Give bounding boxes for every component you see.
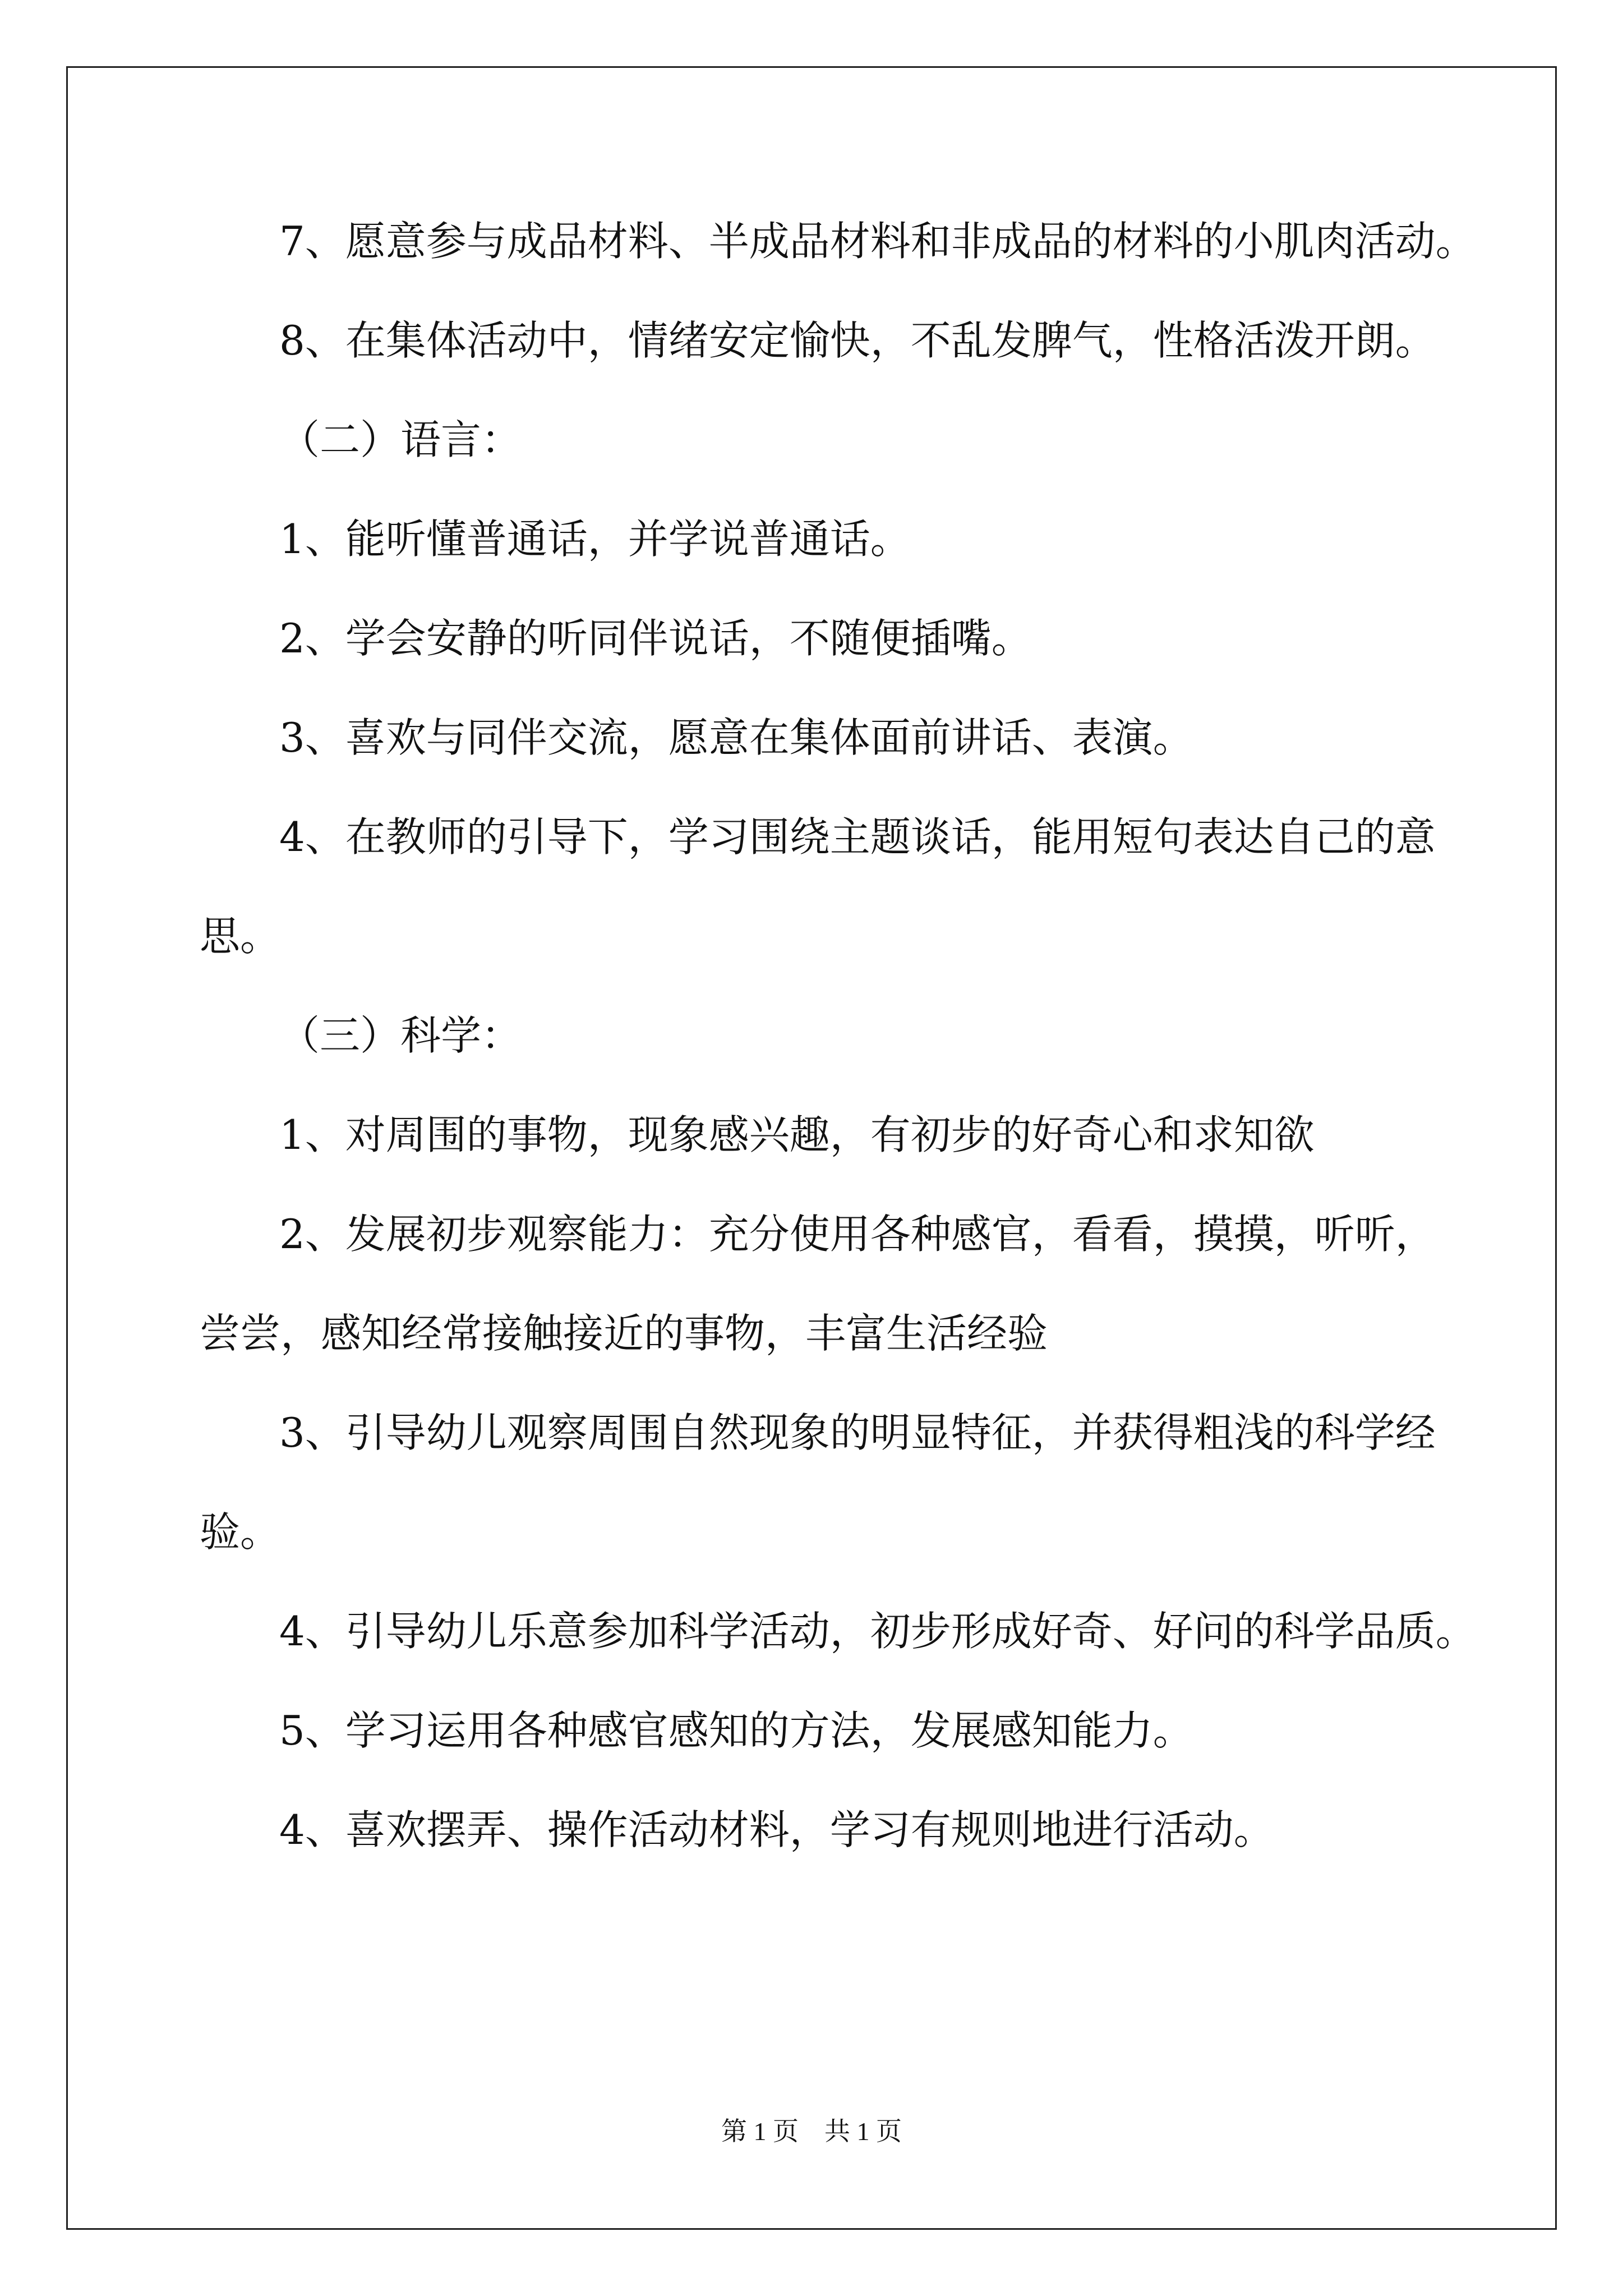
paragraph-line: 3、喜欢与同伴交流，愿意在集体面前讲话、表演。 bbox=[279, 714, 1193, 761]
paragraph-line: 8、在集体活动中，情绪安定愉快，不乱发脾气，性格活泼开朗。 bbox=[279, 317, 1436, 364]
paragraph-line: 4、引导幼儿乐意参加科学活动，初步形成好奇、好问的科学品质。 bbox=[279, 1608, 1476, 1655]
section-heading-language: （二）语言： bbox=[279, 416, 522, 463]
paragraph-line: 2、学会安静的听同伴说话，不随便插嘴。 bbox=[279, 615, 1032, 662]
paragraph-line-continuation: 验。 bbox=[200, 1508, 281, 1556]
page-number-footer: 第 1 页 共 1 页 bbox=[721, 2117, 902, 2146]
paragraph-line-continuation: 思。 bbox=[200, 913, 281, 960]
paragraph-line: 1、能听懂普通话，并学说普通话。 bbox=[279, 516, 911, 563]
section-heading-science: （三）科学： bbox=[279, 1012, 522, 1059]
paragraph-line: 3、引导幼儿观察周围自然现象的明显特征，并获得粗浅的科学经 bbox=[279, 1409, 1436, 1456]
paragraph-line: 7、愿意参与成品材料、半成品材料和非成品的材料的小肌肉活动。 bbox=[279, 218, 1476, 265]
paragraph-line: 4、喜欢摆弄、操作活动材料，学习有规则地进行活动。 bbox=[279, 1806, 1274, 1853]
paragraph-line: 2、发展初步观察能力：充分使用各种感官，看看，摸摸，听听， bbox=[279, 1211, 1436, 1258]
paragraph-line: 5、学习运用各种感官感知的方法，发展感知能力。 bbox=[279, 1707, 1193, 1754]
paragraph-line: 4、在教师的引导下，学习围绕主题谈话，能用短句表达自己的意 bbox=[279, 813, 1436, 861]
paragraph-line-continuation: 尝尝，感知经常接触接近的事物，丰富生活经验 bbox=[200, 1310, 1048, 1357]
paragraph-line: 1、对周围的事物，现象感兴趣，有初步的好奇心和求知欲 bbox=[279, 1111, 1315, 1158]
